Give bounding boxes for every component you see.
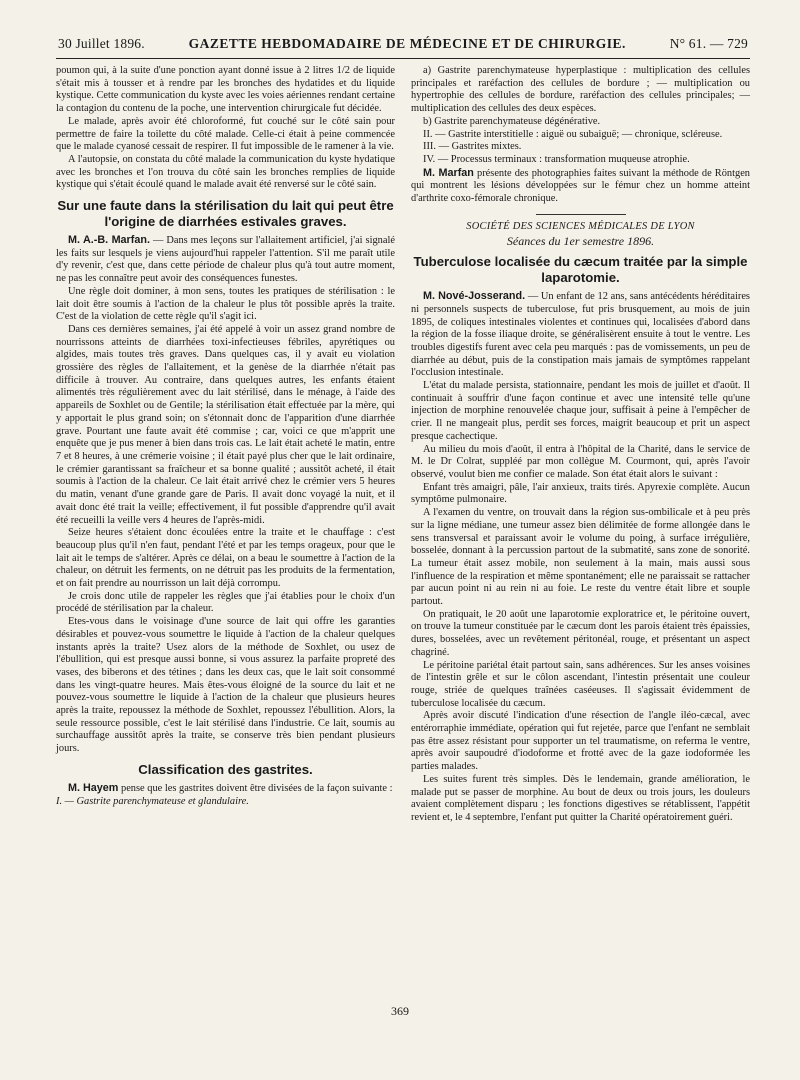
paragraph: Après avoir discuté l'indication d'une résection de l'angle iléo-cæcal, avec entérorraphie immédiate, opération qui fut rejetée, parce que l'enfant ne semblait pas être assez résistant pour supporter un tel traumatisme, on referma le ventre, après avoir saupoudré d'iodoforme et frotté avec de la gaze iodoformée les parties malades.: [411, 710, 750, 773]
issue-date: 30 Juillet 1896.: [58, 36, 145, 51]
paragraph: Les suites furent très simples. Dès le lendemain, grande amélioration, le malade put se passer de morphine. Au bout de deux ou trois jours, les douleurs avaient complètement disparu ; les fonctions digestives se rétablissent, l'appétit revient et, le 4 septembre, l'enfant put quitter la Charité opératoirement guéri.: [411, 773, 750, 823]
section-heading-milk-sterilization: Sur une faute dans la stérilisation du lait qui peut être l'origine de diarrhées estivales graves.: [57, 198, 394, 229]
paragraph-text: — Un enfant de 12 ans, sans antécédents héréditaires ni personnels suspects de tuberculose, fut pris brusquement, au mois de juin 1895, de coliques intestinales violentes et continues qui, localisées d'abord dans la région de la fosse iliaque droite, se généralisèrent ensuite à tout le ventre. Les troubles digestifs furent avec cela peu marqués : pas de vomissements, un peu de diarrhée au début, puis de la constipation mais jamais de symptômes rappelant l'occlusion intestinale.: [411, 291, 750, 379]
section-divider: [536, 214, 626, 215]
classification-item: III. — Gastrites mixtes.: [423, 141, 522, 153]
author-name: M. A.-B. Marfan.: [68, 234, 150, 247]
paragraph: Etes-vous dans le voisinage d'une source de lait qui offre les garanties désirables et pouvez-vous soumettre le liquide à l'action de la chaleur quelques instants après la traite? Usez alors de la méthode de Soxhlet, ou usez de l'ébullition, qui est presque aussi bonne, si vous assurez la parfaite propreté des vases, des biberons et des tétines ; dans les deux cas, que le lait soit consommé dans les vingt-quatre heures. Mais êtes-vous éloigné de la source du lait et ne pouvez-vous soumettre le liquide à l'action de la chaleur que plusieurs heures après la traite, repoussez la méthode de Soxhlet, repoussez l'ébullition. Alors, la seule ressource possible, c'est le lait stérilisé dans l'industrie. Ce lait, soumis au surchauffage aussitôt après la traite, se conserve très bien pendant plusieurs jours.: [56, 616, 395, 755]
classification-item: IV. — Processus terminaux : transformation muqueuse atrophie.: [423, 153, 690, 165]
author-name: M. Nové-Josserand.: [423, 290, 526, 303]
session-title: Séances du 1er semestre 1896.: [506, 234, 655, 249]
section-heading-tuberculosis: Tuberculose localisée du cæcum traitée par la simple laparotomie.: [413, 254, 748, 285]
classification-item: b) Gastrite parenchymateuse dégénérative.: [423, 115, 601, 127]
paragraph: Le malade, après avoir été chloroformé, fut couché sur le côté sain pour permettre de faire la toilette du côté malade. Celle-ci était à peine commencée que le malade cyanosé cessait de respirer. Il fut impossible de le ramener à la vie.: [56, 115, 395, 153]
author-name: M. Hayem: [68, 782, 119, 795]
paragraph: Une règle doit dominer, à mon sens, toutes les pratiques de stérilisation : le lait doit être soumis à l'action de la chaleur le plus tôt possible après la traite. C'est de la violation de cette règle qu'il s'agit ici.: [56, 285, 395, 323]
page-number: 369: [391, 1004, 409, 1018]
classification-item: II. — Gastrite interstitielle : aiguë ou subaiguë; — chronique, scléreuse.: [423, 128, 723, 140]
classification-item: a) Gastrite parenchymateuse hyperplastique : multiplication des cellules principales et raréfaction des cellules de bordure ; — multiplication ou hypertrophie des cellules de bordure, raréfaction des cellules principales; — multiplication des cellules des deux espèces.: [411, 65, 750, 115]
paragraph: Je crois donc utile de rappeler les règles que j'ai établies pour le choix d'un procédé de stérilisation par la chaleur.: [56, 590, 395, 615]
paragraph-text: — Dans mes leçons sur l'allaitement artificiel, j'ai signalé les faits sur lesquels je viens aujourd'hui rappeler l'attention. S'il me paraît utile d'y revenir, c'est que, dans cette période de chaleur plus qu'à tout autre moment, ne pas les connaître peut avoir des conséquences funestes.: [56, 235, 395, 285]
paragraph: poumon qui, à la suite d'une ponction ayant donné issue à 2 litres 1/2 de liquide s'était mis à tousser et à rendre par les bronches des hydatides et du liquide kystique. Cette communication du kyste avec les voies aériennes rendant certaine la contagion du contenu de la poche, une intervention chirurgicale fut décidée.: [56, 65, 395, 115]
journal-title: GAZETTE HEBDOMADAIRE DE MÉDECINE ET DE CHIRURGIE.: [188, 36, 626, 51]
right-column: [411, 65, 750, 825]
issue-number: N° 61. — 729: [669, 36, 748, 51]
paragraph: Au milieu du mois d'août, il entra à l'hôpital de la Charité, dans le service de M. le Dr Colrat, suppléé par mon collègue M. Courmont, qui, après l'avoir observé, voulut bien me confier ce malade. Son état était alors le suivant :: [411, 443, 750, 480]
paragraph: Enfant très amaigri, pâle, l'air anxieux, traits tirés. Apyrexie complète. Aucun symptôme pulmonaire.: [411, 481, 750, 506]
society-name: SOCIÉTÉ DES SCIENCES MÉDICALES DE LYON: [466, 220, 695, 232]
paragraph: Dans ces dernières semaines, j'ai été appelé à voir un assez grand nombre de nourrissons atteints de diarrhées toxi-infectieuses fébriles, apyrétiques ou algides, mais toutes très graves. Dans quelques cas, il y avait eu violation grossière des règles de l'allaitement, et la genèse de la diarrhée n'était pas difficile à trouver. Au contraire, dans quelques autres, les enfants étaient alimentés très régulièrement avec du lait stérilisé, dans le ménage, à l'aide des appareils de Soxhlet ou de Gentile; la stérilisation était effectuée par la mère, qui y apportait le plus grand soin; on s'étonnait donc de l'apparition d'une diarrhée grave. Pourtant une faute avait été commise ; car, voici ce que m'apprit une enquête que je pus mener à bien dans trois cas. Le lait était acheté le matin, entre 7 et 8 heures, à une crémerie voisine ; il était payé plus cher que le lait ordinaire, le crémier garantissant sa fraîcheur et sa bonne qualité ; aussitôt acheté, il était soumis à l'action de la chaleur. Ce lait était arrivé chez le crémier vers 5 heures du matin, venant d'une grande gare de Paris. Il avait donc voyagé la nuit, et il avait donc été trait la veille; effectivement, il fut possible d'apprendre qu'il avait été recueilli la veille vers 4 heures de l'après-midi.: [56, 323, 395, 526]
paragraph: On pratiquait, le 20 août une laparotomie exploratrice et, le péritoine ouvert, on trouve la tumeur constituée par le cæcum dont les parois étaient très épaissies, dures, bosselées, avec un revêtement péritonéal, rouge, et présentant un aspect chagriné.: [411, 608, 750, 658]
left-column: [56, 65, 395, 825]
paragraph: Le péritoine pariétal était partout sain, sans adhérences. Sur les anses voisines de l'intestin grêle et sur le côlon ascendant, l'intestin présentait une couleur rouge, striée de quelques traînées caséeuses. Il s'agissait évidemment de tuberculose localisée du cæcum.: [411, 659, 750, 709]
paragraph-text: pense que les gastrites doivent être divisées de la façon suivante :: [118, 783, 393, 795]
header-rule: [56, 58, 750, 59]
paragraph-text: présente des photographies faites suivant la méthode de Röntgen qui montrent les lésions développées sur le fémur chez un homme atteint d'arthrite coxo-fémorale chronique.: [411, 167, 751, 205]
paragraph: Seize heures s'étaient donc écoulées entre la traite et le chauffage : c'est beaucoup plus qu'il n'en faut, pendant l'été et par les temps orageux, pour que le lait ait le temps de s'altérer. Après ce délai, on a beau le soumettre à l'action de la chaleur, on détruit les ferments, on ne détruit pas les produits de la fermentation, et on fait prendre au nourrisson un lait déjà corrompu.: [56, 527, 395, 590]
paragraph: A l'examen du ventre, on trouvait dans la région sus-ombilicale et à peu près sur la ligne médiane, une tumeur assez bien délimitée de forme allongée dans le sens transversal et paraissant avoir le volume du poing, à surface irrégulière, bosselée, donnant à la percussion partout de la submatité, sans zone de sonorité. La tumeur était assez mobile, non seulement à la main, mais aussi sous l'influence de la respiration et même spontanément; elle ne paraissait se rattacher par aucun point ni au rein ni au foie. Le reste du ventre était libre et souple partout.: [411, 507, 750, 608]
paragraph: L'état du malade persista, stationnaire, pendant les mois de juillet et d'août. Il continuait à souffrir d'une façon continue et avec une intensité telle qu'une injection de morphine renouvelée chaque jour, suffisait à peine à l'empêcher de crier. Il ne mangeait plus, perdit ses forces, maigrit beaucoup et prit un aspect presque cachectique.: [411, 380, 750, 442]
running-head: [56, 36, 750, 56]
author-name: M. Marfan: [423, 166, 474, 179]
text-columns: [56, 65, 750, 825]
classification-item: I. — Gastrite parenchymateuse et glandulaire.: [56, 796, 249, 808]
paragraph: A l'autopsie, on constata du côté malade la communication du kyste hydatique avec les bronches et l'on trouva du côté sain les bronches remplies de liquide kystique qui s'était écoulé quand le malade avait été renversé sur le côté sain.: [56, 153, 395, 191]
section-heading-gastritis: Classification des gastrites.: [138, 761, 313, 777]
